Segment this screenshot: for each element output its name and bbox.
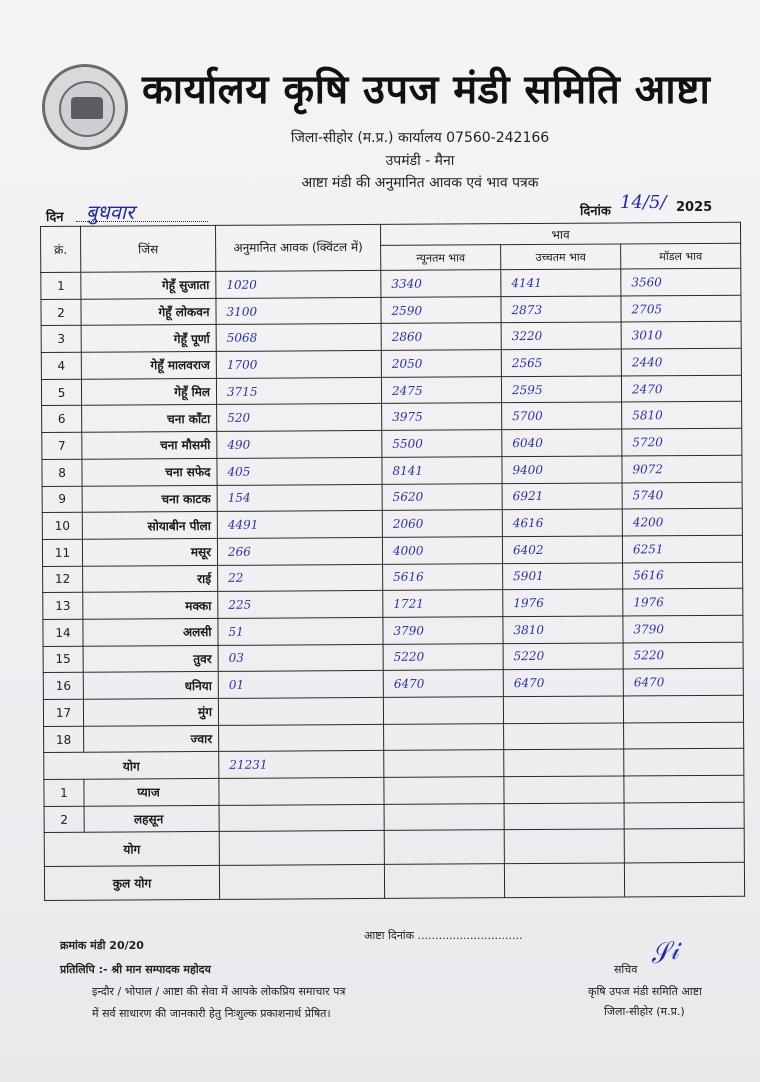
row-sr: 11 — [42, 539, 82, 566]
row-min: 2590 — [381, 296, 501, 323]
row-min: 2475 — [381, 376, 501, 403]
total2-row-empty — [504, 829, 624, 864]
row-crop: प्याज — [84, 778, 219, 806]
row-modal: 4200 — [622, 508, 742, 535]
row-empty — [504, 776, 624, 803]
row-crop: चना सफेद — [82, 458, 217, 486]
row-sr: 4 — [41, 352, 81, 379]
row-min: 2860 — [381, 323, 501, 350]
row-sr: 3 — [41, 326, 81, 353]
row-empty — [624, 775, 744, 802]
row-max: 6402 — [502, 536, 622, 563]
row-max: 5700 — [502, 402, 622, 429]
row-sr: 17 — [43, 699, 83, 726]
row-max: 2595 — [501, 376, 621, 403]
row-min: 1721 — [383, 590, 503, 617]
row-max: 9400 — [502, 456, 622, 483]
row-qty — [219, 724, 384, 752]
header-bhav: भाव — [380, 222, 740, 245]
day-label: दिन — [46, 210, 64, 225]
row-empty — [384, 803, 504, 830]
row-modal: 2440 — [621, 348, 741, 375]
row-max: 4141 — [501, 269, 621, 296]
table-row — [42, 535, 742, 566]
header-qty: अनुमानित आवक (क्विंटल में) — [215, 224, 380, 271]
table-row — [41, 348, 741, 379]
row-modal: 5220 — [623, 642, 743, 669]
table-row — [42, 428, 742, 459]
row-sr: 16 — [43, 673, 83, 700]
table-row — [44, 802, 744, 833]
total-empty — [504, 749, 624, 776]
row-sr: 10 — [42, 512, 82, 539]
document-subtitle: आष्टा मंडी की अनुमानित आवक एवं भाव पत्रक — [301, 175, 539, 191]
table-row — [43, 588, 743, 619]
kramank: क्रमांक मंडी 20/20 — [60, 939, 144, 952]
row-min: 5620 — [382, 483, 502, 510]
row-modal: 5720 — [622, 428, 742, 455]
row-crop: तुवर — [83, 645, 218, 673]
row-sr: 6 — [42, 406, 82, 433]
row-crop: चना काँटा — [82, 405, 217, 433]
table-body — [41, 268, 745, 901]
grand-total-row-empty — [384, 864, 504, 899]
date-value: 14/5/ — [620, 192, 667, 213]
row-empty — [624, 802, 744, 829]
ashta-date: आष्टा दिनांक .............................. — [364, 929, 523, 942]
copy-to: प्रतिलिपि :- श्री मान सम्पादक महोदय — [60, 963, 211, 976]
row-max: 3220 — [501, 322, 621, 349]
table-row — [43, 642, 743, 673]
table-row — [41, 375, 741, 406]
row-crop: धनिया — [83, 672, 218, 700]
row-min: 3790 — [383, 617, 503, 644]
grand-total-row-label: कुल योग — [44, 866, 219, 901]
row-modal — [623, 695, 743, 722]
row-modal: 9072 — [622, 455, 742, 482]
total2-row — [44, 829, 744, 867]
row-max: 2873 — [501, 296, 621, 323]
row-min: 8141 — [382, 456, 502, 483]
row-min: 6470 — [383, 670, 503, 697]
row-crop: लहसून — [84, 805, 219, 833]
row-qty: 01 — [218, 671, 383, 699]
total2-row-empty — [384, 830, 504, 865]
table-row — [42, 402, 742, 433]
header-crop: जिंस — [81, 225, 216, 272]
row-qty: 1700 — [216, 350, 381, 378]
row-min: 3340 — [381, 270, 501, 297]
header-max: उच्चतम भाव — [501, 244, 621, 270]
row-max — [503, 696, 623, 723]
row-sr: 1 — [41, 272, 81, 299]
day-value: बुधवार — [86, 200, 135, 224]
table-row — [42, 482, 742, 513]
total-qty: 21231 — [219, 751, 384, 779]
row-sr: 8 — [42, 459, 82, 486]
row-sr: 2 — [41, 299, 81, 326]
table-row — [43, 562, 743, 593]
row-qty: 22 — [218, 564, 383, 592]
district-name: जिला-सीहोर (म.प्र.) — [604, 1005, 685, 1018]
row-modal: 2705 — [621, 295, 741, 322]
row-modal: 3560 — [621, 268, 741, 295]
row-crop: चना काटक — [82, 485, 217, 513]
header-modal: मॉडल भाव — [621, 243, 741, 269]
row-crop: अलसी — [83, 618, 218, 646]
row-qty: 3715 — [216, 377, 381, 405]
total-row — [44, 749, 744, 780]
table-row — [41, 322, 741, 353]
row-sr: 7 — [42, 432, 82, 459]
date-label: दिनांक — [580, 204, 611, 219]
office-name: कृषि उपज मंडी समिति आष्टा — [588, 985, 702, 998]
row-crop: मक्का — [83, 592, 218, 620]
table-row — [43, 695, 743, 726]
rates-table — [40, 222, 745, 902]
row-crop: गेहूँ लोकवन — [81, 298, 216, 326]
row-empty — [384, 777, 504, 804]
total-empty — [624, 749, 744, 776]
submandi-line: उपमंडी - मैना — [385, 153, 455, 169]
table-row — [43, 669, 743, 700]
row-qty: 3100 — [216, 297, 381, 325]
row-max: 5220 — [503, 643, 623, 670]
row-sr: 2 — [44, 806, 84, 833]
row-min: 5500 — [382, 430, 502, 457]
header-sr: क्रं. — [41, 226, 81, 272]
total2-row-label: योग — [44, 832, 219, 867]
date-year: 2025 — [676, 200, 713, 215]
row-sr: 13 — [43, 592, 83, 619]
row-qty: 5068 — [216, 324, 381, 352]
handwritten-signature: 𝒮𝒾 — [647, 935, 682, 971]
row-crop: ज्वार — [84, 725, 219, 753]
row-qty: 405 — [217, 457, 382, 485]
row-max: 6470 — [503, 669, 623, 696]
row-modal: 5810 — [622, 402, 742, 429]
footer-line-b: में सर्व साधारण की जानकारी हेतु निःशुल्क प्रकाशनार्थ प्रेषित। — [92, 1007, 331, 1020]
grand-total-row-empty — [624, 863, 744, 898]
row-crop: गेहूँ सुजाता — [81, 271, 216, 299]
row-crop: गेहूँ पूर्णा — [81, 325, 216, 353]
row-max: 1976 — [503, 589, 623, 616]
row-empty — [219, 804, 384, 832]
grand-total-row — [44, 863, 744, 901]
row-sr: 5 — [41, 379, 81, 406]
row-crop: चना मौसमी — [82, 432, 217, 460]
row-crop: मुंग — [83, 698, 218, 726]
table-row — [41, 268, 741, 299]
row-modal: 6251 — [622, 535, 742, 562]
row-crop: राई — [83, 565, 218, 593]
row-max: 5901 — [503, 563, 623, 590]
row-qty: 266 — [217, 537, 382, 565]
row-modal — [624, 722, 744, 749]
row-sr: 15 — [43, 646, 83, 673]
secretary-label: सचिव — [614, 963, 638, 976]
table-row — [43, 615, 743, 646]
row-modal: 1976 — [623, 588, 743, 615]
footer-line-a: इन्दौर / भोपाल / आष्टा की सेवा में आपके लोकप्रिय समाचार पत्र — [92, 985, 346, 998]
table-row — [44, 775, 744, 806]
row-max: 4616 — [502, 509, 622, 536]
row-qty: 1020 — [216, 270, 381, 298]
grand-total-row-empty — [219, 865, 384, 900]
row-sr: 12 — [43, 566, 83, 593]
table-row — [44, 722, 744, 753]
row-min: 5220 — [383, 643, 503, 670]
row-max: 3810 — [503, 616, 623, 643]
address-line: जिला-सीहोर (म.प्र.) कार्यालय 07560-242166 — [290, 130, 550, 146]
row-modal: 2470 — [621, 375, 741, 402]
row-max: 6921 — [502, 482, 622, 509]
grand-total-row-empty — [504, 863, 624, 898]
row-sr: 18 — [44, 726, 84, 753]
row-min: 2050 — [381, 350, 501, 377]
table-row — [41, 295, 741, 326]
row-min — [383, 697, 503, 724]
row-max: 6040 — [502, 429, 622, 456]
row-modal: 5616 — [623, 562, 743, 589]
total2-row-empty — [624, 829, 744, 864]
row-qty — [218, 697, 383, 725]
row-sr: 14 — [43, 619, 83, 646]
row-qty: 51 — [218, 617, 383, 645]
row-qty: 03 — [218, 644, 383, 672]
row-modal: 5740 — [622, 482, 742, 509]
row-crop: गेहूँ मिल — [81, 378, 216, 406]
row-min: 3975 — [382, 403, 502, 430]
row-crop: मसूर — [82, 538, 217, 566]
row-qty: 490 — [217, 431, 382, 459]
row-modal: 3010 — [621, 322, 741, 349]
total-empty — [384, 750, 504, 777]
row-empty — [219, 777, 384, 805]
table-row — [42, 455, 742, 486]
row-crop: गेहूँ मालवराज — [81, 351, 216, 379]
row-min: 5616 — [383, 563, 503, 590]
total2-row-empty — [219, 831, 384, 866]
row-sr: 9 — [42, 486, 82, 513]
row-min: 4000 — [382, 537, 502, 564]
row-qty: 154 — [217, 484, 382, 512]
row-modal: 6470 — [623, 669, 743, 696]
row-min: 2060 — [382, 510, 502, 537]
office-title: कार्यालय कृषि उपज मंडी समिति आष्टा — [142, 67, 711, 113]
total-label: योग — [44, 752, 219, 780]
row-min — [384, 723, 504, 750]
row-crop: सोयाबीन पीला — [82, 512, 217, 540]
row-sr: 1 — [44, 779, 84, 806]
row-qty: 520 — [217, 404, 382, 432]
row-empty — [504, 803, 624, 830]
row-qty: 225 — [218, 591, 383, 619]
row-max: 2565 — [501, 349, 621, 376]
row-max — [504, 723, 624, 750]
row-modal: 3790 — [623, 615, 743, 642]
table-row — [42, 508, 742, 539]
header-min: न्यूनतम भाव — [381, 245, 501, 271]
row-qty: 4491 — [217, 511, 382, 539]
